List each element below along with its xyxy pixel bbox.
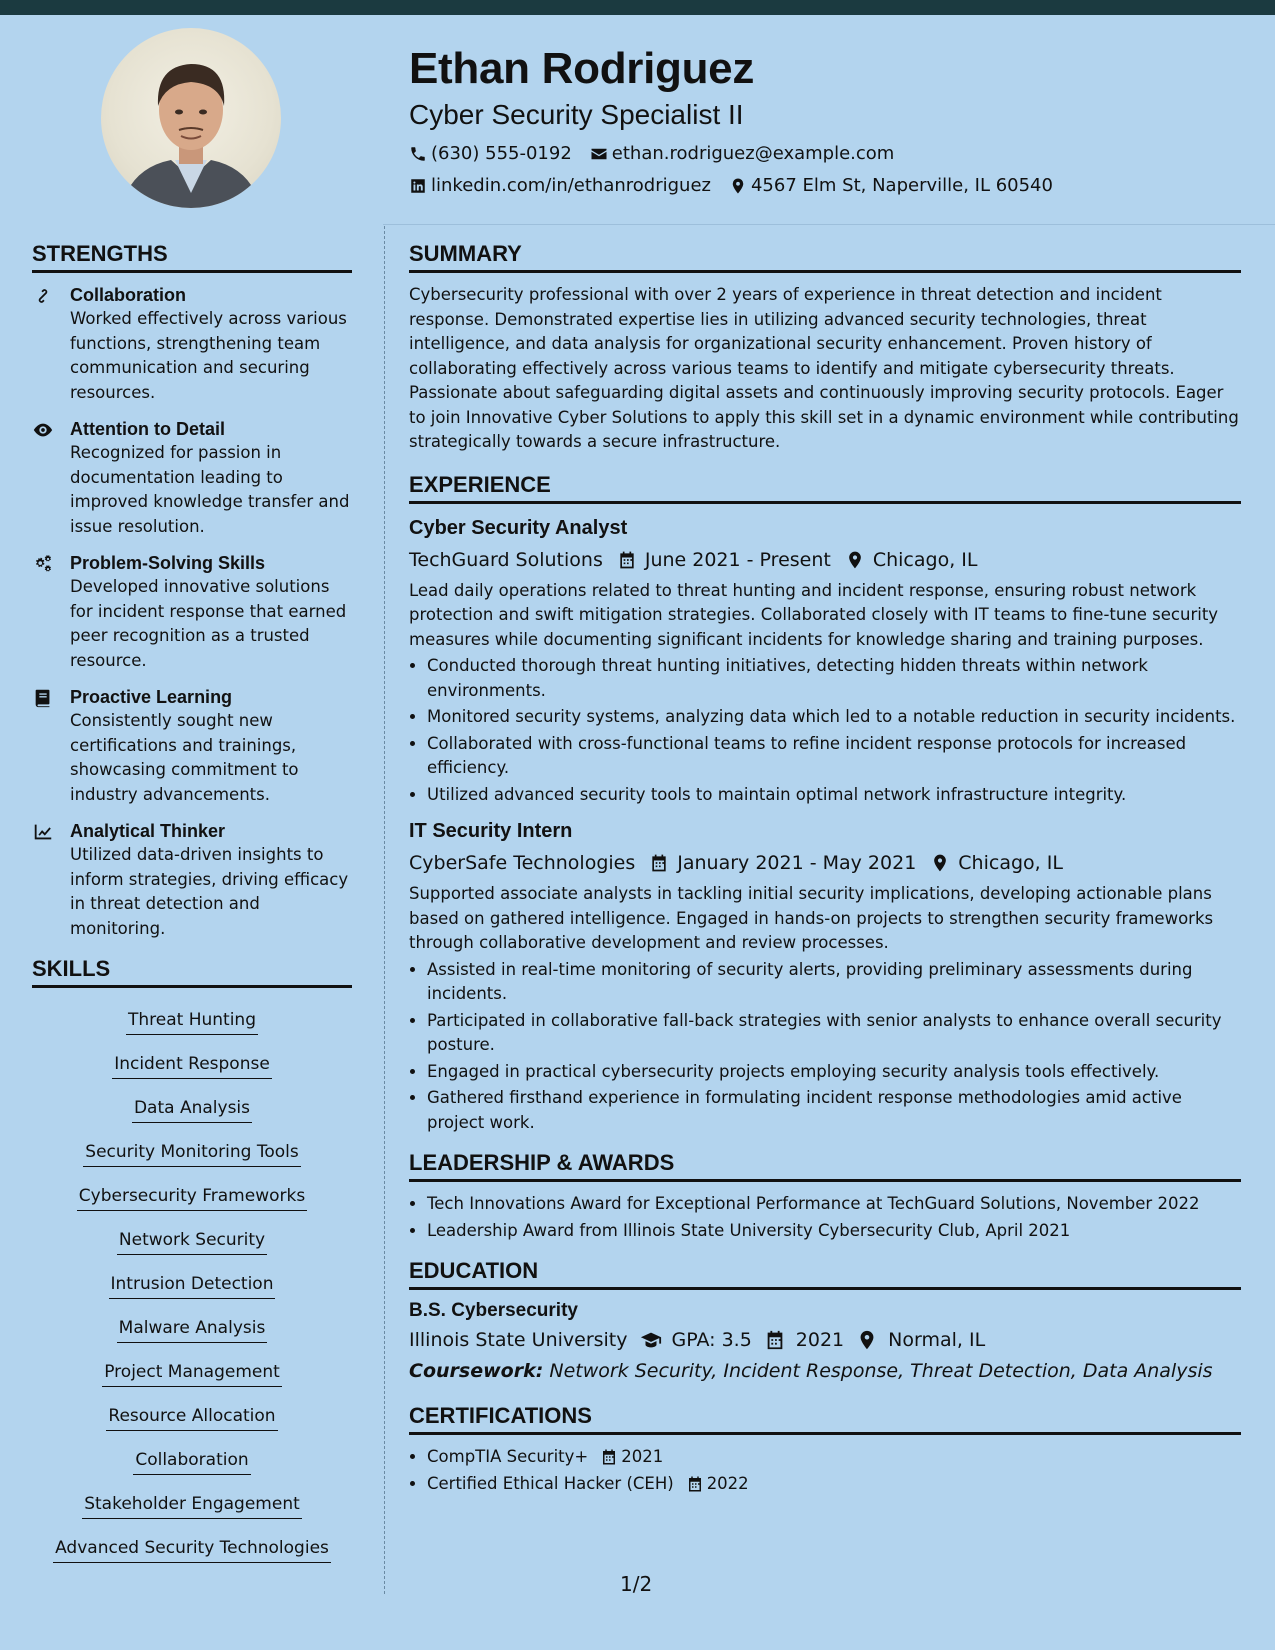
certification-name: • CompTIA Security+ [427,1447,589,1466]
skill-tag: Collaboration [133,1445,250,1475]
phone-number: (630) 555-0192 [431,143,572,164]
job-bullets [409,654,1241,807]
job-role: Cyber Security Analyst [409,516,628,539]
graduation-cap-icon [640,1329,662,1351]
linkedin-icon [409,177,427,195]
strength-item [32,551,352,673]
skill-tag: Incident Response [112,1049,272,1079]
awards-heading: LEADERSHIP & AWARDS [409,1149,1241,1182]
job-bullet: • Utilized advanced security tools to maintain optimal network infrastructure integrity. [427,783,1241,808]
strength-item [32,685,352,807]
job-bullet: • Conducted thorough threat hunting initiatives, detecting hidden threats within network environments. [427,654,1241,703]
coursework-label: Coursework: [409,1360,544,1382]
left-column [32,240,352,1570]
certifications-list [409,1445,1241,1496]
strengths-list [32,283,352,941]
skill-tag: Stakeholder Engagement [82,1489,302,1519]
gears-icon [32,553,54,575]
strength-item [32,417,352,539]
calendar-icon [600,1448,618,1466]
right-column [409,240,1241,1498]
strength-title: Analytical Thinker [70,821,226,841]
strength-title: Attention to Detail [70,419,225,439]
certifications-heading: CERTIFICATIONS [409,1402,1241,1435]
candidate-title: Cyber Security Specialist II [409,99,744,130]
strength-item [32,819,352,941]
skill-tag: Resource Allocation [106,1401,277,1431]
job-entry [409,514,1241,808]
address-text: 4567 Elm St, Naperville, IL 60540 [750,175,1053,196]
certification-item [427,1445,1241,1470]
chart-line-icon [32,821,54,843]
phone-contact [409,138,572,170]
profile-photo [101,28,281,208]
candidate-name: Ethan Rodriguez [409,44,755,93]
eye-icon [32,419,54,441]
school-name: Illinois State University [409,1329,628,1351]
experience-heading: EXPERIENCE [409,471,1241,504]
map-pin-icon [856,1329,878,1351]
skill-tag: Cybersecurity Frameworks [77,1181,307,1211]
skill-tag: Malware Analysis [117,1313,268,1343]
job-bullet: • Participated in collaborative fall-back strategies with senior analysts to enhance overall security posture. [427,1009,1241,1058]
certification-item [427,1472,1241,1497]
education-heading: EDUCATION [409,1257,1241,1290]
job-bullet: • Gathered firsthand experience in formulating incident response methodologies amid active project work. [427,1086,1241,1135]
map-pin-icon [845,550,865,570]
job-company: TechGuard Solutions [409,548,603,571]
degree: B.S. Cybersecurity [409,1300,578,1321]
graduation-year: 2021 [795,1329,845,1351]
strength-title: Collaboration [70,285,186,305]
skill-tag: Threat Hunting [126,1005,258,1035]
award-item: • Leadership Award from Illinois State University Cybersecurity Club, April 2021 [427,1219,1241,1244]
job-bullet: • Monitored security systems, analyzing data which led to a notable reduction in security incidents. [427,705,1241,730]
page-number: 1/2 [620,1572,653,1596]
link-icon [32,285,54,307]
job-description: Supported associate analysts in tackling initial security implications, developing actionable plans based on gathered intelligence. Engaged in hands-on projects to strengthen security frameworks through collaborative development and review processes. [409,884,1214,952]
calendar-icon [617,550,637,570]
awards-list [409,1192,1241,1243]
strength-desc: Utilized data-driven insights to inform strategies, driving efficacy in threat detection and monitoring. [70,845,349,938]
certification-name: • Certified Ethical Hacker (CEH) [427,1473,674,1493]
linkedin-url[interactable]: linkedin.com/in/ethanrodriguez [431,175,711,196]
map-pin-icon [729,177,747,195]
certification-year: 2021 [621,1447,664,1466]
linkedin-contact[interactable] [409,170,711,202]
email-address[interactable]: ethan.rodriguez@example.com [611,143,895,164]
job-dates: June 2021 - Present [644,548,831,571]
award-item: • Tech Innovations Award for Exceptional Performance at TechGuard Solutions, November 2022 [427,1192,1241,1217]
strength-title: Problem-Solving Skills [70,553,266,573]
envelope-icon [590,145,608,163]
coursework [409,1356,1241,1386]
job-bullet: • Assisted in real-time monitoring of security alerts, providing preliminary assessments during incidents. [427,958,1241,1007]
skill-tag: Data Analysis [132,1093,252,1123]
strength-desc: Recognized for passion in documentation leading to improved knowledge transfer and issue resolution. [70,443,350,536]
skills-heading: SKILLS [32,955,352,988]
job-dates: January 2021 - May 2021 [677,852,917,874]
resume-header [409,42,1249,202]
book-icon [32,687,54,709]
job-bullet: • Engaged in practical cybersecurity projects employing security analysis tools effectively. [427,1060,1241,1085]
skills-list [32,998,352,1570]
strength-desc: Developed innovative solutions for incident response that earned peer recognition as a trusted resource. [70,577,347,670]
job-role: IT Security Intern [409,820,573,842]
summary-heading: SUMMARY [409,240,1241,273]
job-bullet: • Collaborated with cross-functional teams to refine incident response protocols for increased efficiency. [427,732,1241,781]
skill-tag: Security Monitoring Tools [83,1137,300,1167]
job-location: Chicago, IL [872,548,978,571]
strength-desc: Consistently sought new certifications and trainings, showcasing commitment to industry advancements. [70,711,299,804]
header-divider [383,224,1275,225]
map-pin-icon [930,853,950,873]
email-contact[interactable] [590,138,895,170]
job-description: Lead daily operations related to threat hunting and incident response, ensuring robust network protection and swift mitigation strategies. Collaborated closely with IT teams to fine-tune security measures while documenting significant incidents for knowledge sharing and training purposes. [409,580,1219,649]
certification-year: 2022 [706,1473,749,1493]
job-company: CyberSafe Technologies [409,852,636,874]
strengths-heading: STRENGTHS [32,240,352,273]
coursework-list: Network Security, Incident Response, Threat Detection, Data Analysis [543,1360,1213,1382]
skill-tag: Advanced Security Technologies [53,1533,331,1563]
calendar-icon [764,1329,786,1351]
top-accent-bar [0,0,1275,15]
job-location: Chicago, IL [958,852,1063,874]
skill-tag: Network Security [117,1225,267,1255]
gpa: GPA: 3.5 [671,1329,752,1351]
address-contact [729,170,1053,202]
job-entry [409,817,1241,1135]
school-location: Normal, IL [888,1329,986,1351]
calendar-icon [686,1475,704,1493]
skill-tag: Project Management [102,1357,282,1387]
strength-desc: Worked effectively across various functions, strengthening team communication and securing resources. [70,309,347,402]
column-divider [384,226,385,1594]
calendar-icon [649,853,669,873]
strength-item [32,283,352,405]
phone-icon [409,145,427,163]
summary-text: Cybersecurity professional with over 2 years of experience in threat detection and incident response. Demonstrated expertise lies in utilizing advanced security technologies, threat intelligence, and data analysis for organizational security enhancement. Proven history of collaborating effectively across various teams to identify and mitigate cybersecurity threats. Passionate about safeguarding digital assets and continuously improving security protocols. Eager to join Innovative Cyber Solutions to apply this skill set in a dynamic environment while contributing strategically towards a secure infrastructure. [409,285,1239,451]
job-bullets [409,958,1241,1136]
skill-tag: Intrusion Detection [109,1269,276,1299]
strength-title: Proactive Learning [70,687,233,707]
